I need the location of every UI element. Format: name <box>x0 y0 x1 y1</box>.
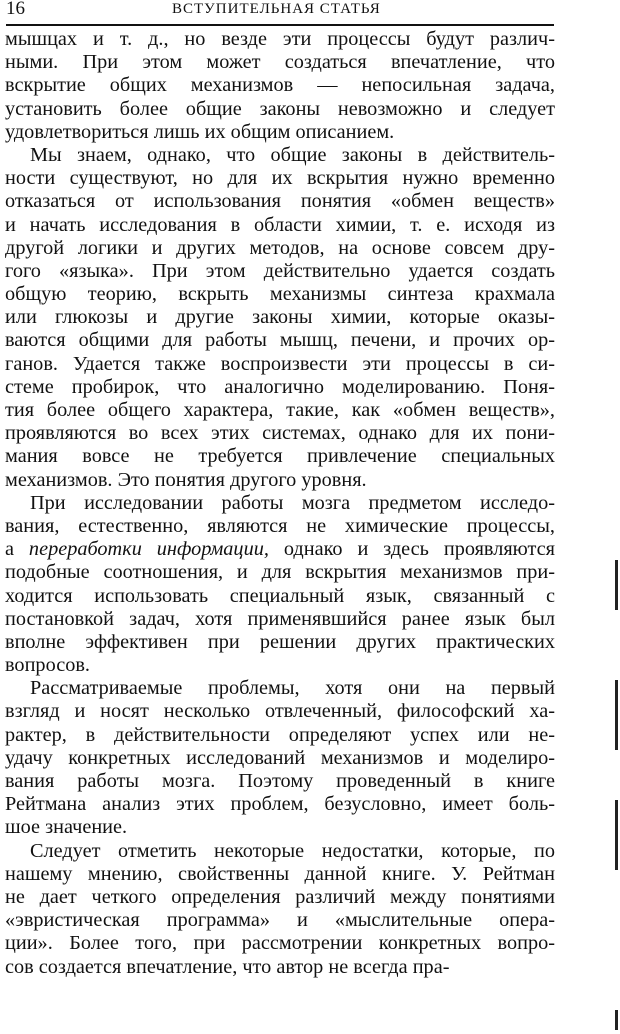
text-line: ции». Более того, при рассмотрении конкретных вопро- <box>5 932 555 955</box>
text-line: нашему мнению, свойственны данной книге. У. Рейтман <box>5 862 555 885</box>
page-header <box>6 0 554 26</box>
text-line: Рейтмана анализ этих проблем, безусловно, имеет боль- <box>5 793 555 816</box>
paragraph <box>5 677 555 839</box>
text-line: Мы знаем, однако, что общие законы в действитель- <box>30 143 555 166</box>
text-line: «эвристическая программа» и «мыслительные опера- <box>5 909 555 932</box>
running-title: ВСТУПИТЕЛЬНАЯ СТАТЬЯ <box>172 1 381 17</box>
text-line: проявляются во всех этих системах, однако для их пони- <box>5 422 555 445</box>
paragraph <box>5 144 555 492</box>
text-line: гого «языка». При этом действительно удается создать <box>5 259 555 282</box>
text-line: Следует отметить некоторые недостатки, которые, по <box>30 839 555 862</box>
text-line: мышцах и т. д., но везде эти процессы будут различ- <box>5 28 555 50</box>
text-line: установить более общие законы невозможно и следует <box>5 97 555 120</box>
text-line: другой логики и других методов, на основе совсем дру- <box>5 236 555 259</box>
text-line: ваются общими для работы мышц, печени, и прочих ор- <box>5 329 555 352</box>
paragraph <box>5 28 555 144</box>
text-line: удачу конкретных исследований механизмов и моделиро- <box>5 746 555 769</box>
text-line: ными. При этом может создаться впечатление, что <box>5 51 555 74</box>
text-line: механизмов. Это понятия другого уровня. <box>5 468 367 491</box>
text-line: вания работы мозга. Поэтому проведенный в книге <box>5 770 555 792</box>
text-line: сов создается впечатление, что автор не всегда пра- <box>5 955 450 978</box>
text-line: общую теорию, вскрыть механизмы синтеза крахмала <box>5 283 555 306</box>
text-line: не дает четкого определения различий между понятиями <box>5 885 555 908</box>
text-line: стеме пробирок, что аналогично моделированию. Поня- <box>5 375 555 398</box>
paragraph <box>5 840 555 979</box>
text-line: вскрытие общих механизмов — непосильная задача, <box>5 74 555 97</box>
text-line: ганов. Удается также воспроизвести эти процессы в си- <box>5 352 555 375</box>
text-line: рактер, в действительности определяют успех или не- <box>5 723 555 746</box>
page-number: 16 <box>6 0 25 19</box>
text-line: вания, естественно, являются не химические процессы, <box>5 514 555 537</box>
text-line: шое значение. <box>5 816 128 839</box>
body-text <box>5 28 555 979</box>
text-line: взгляд и носят несколько отвлеченный, философский ха- <box>5 700 555 723</box>
text-line: При исследовании работы мозга предметом исследо- <box>30 491 555 514</box>
scan-edge-mark <box>615 560 618 610</box>
paragraph <box>5 492 555 678</box>
text-line: удовлетвориться лишь их общим описанием. <box>5 120 395 143</box>
text-line: мания вовсе не требуется привлечение специальных <box>5 445 555 468</box>
text-line: тия более общего характера, такие, как «обмен веществ», <box>5 399 555 421</box>
italic-emphasis: переработки информации, <box>28 538 269 561</box>
text-line: и начать исследования в области химии, т. е. исходя из <box>5 213 555 236</box>
text-line: вполне эффективен при решении других практических <box>5 630 555 653</box>
scan-edge-mark <box>615 1010 618 1030</box>
text-line: вопросов. <box>5 654 91 677</box>
scan-edge-mark <box>615 680 618 750</box>
text-line: постановкой задач, хотя применявшийся ранее язык был <box>5 607 555 630</box>
text-line: отказаться от использования понятия «обмен веществ» <box>5 190 555 213</box>
text-line: Рассматриваемые проблемы, хотя они на первый <box>30 677 555 700</box>
text-line: ности существуют, но для их вскрытия нужно временно <box>5 167 555 190</box>
scan-edge-mark <box>615 800 618 870</box>
text-line: а переработки информации, однако и здесь проявляются <box>5 538 555 561</box>
text-line: или глюкозы и другие законы химии, которые оказы- <box>5 306 555 329</box>
text-line: подобные соотношения, и для вскрытия механизмов при- <box>5 561 555 584</box>
text-line: ходится использовать специальный язык, связанный с <box>5 584 555 607</box>
